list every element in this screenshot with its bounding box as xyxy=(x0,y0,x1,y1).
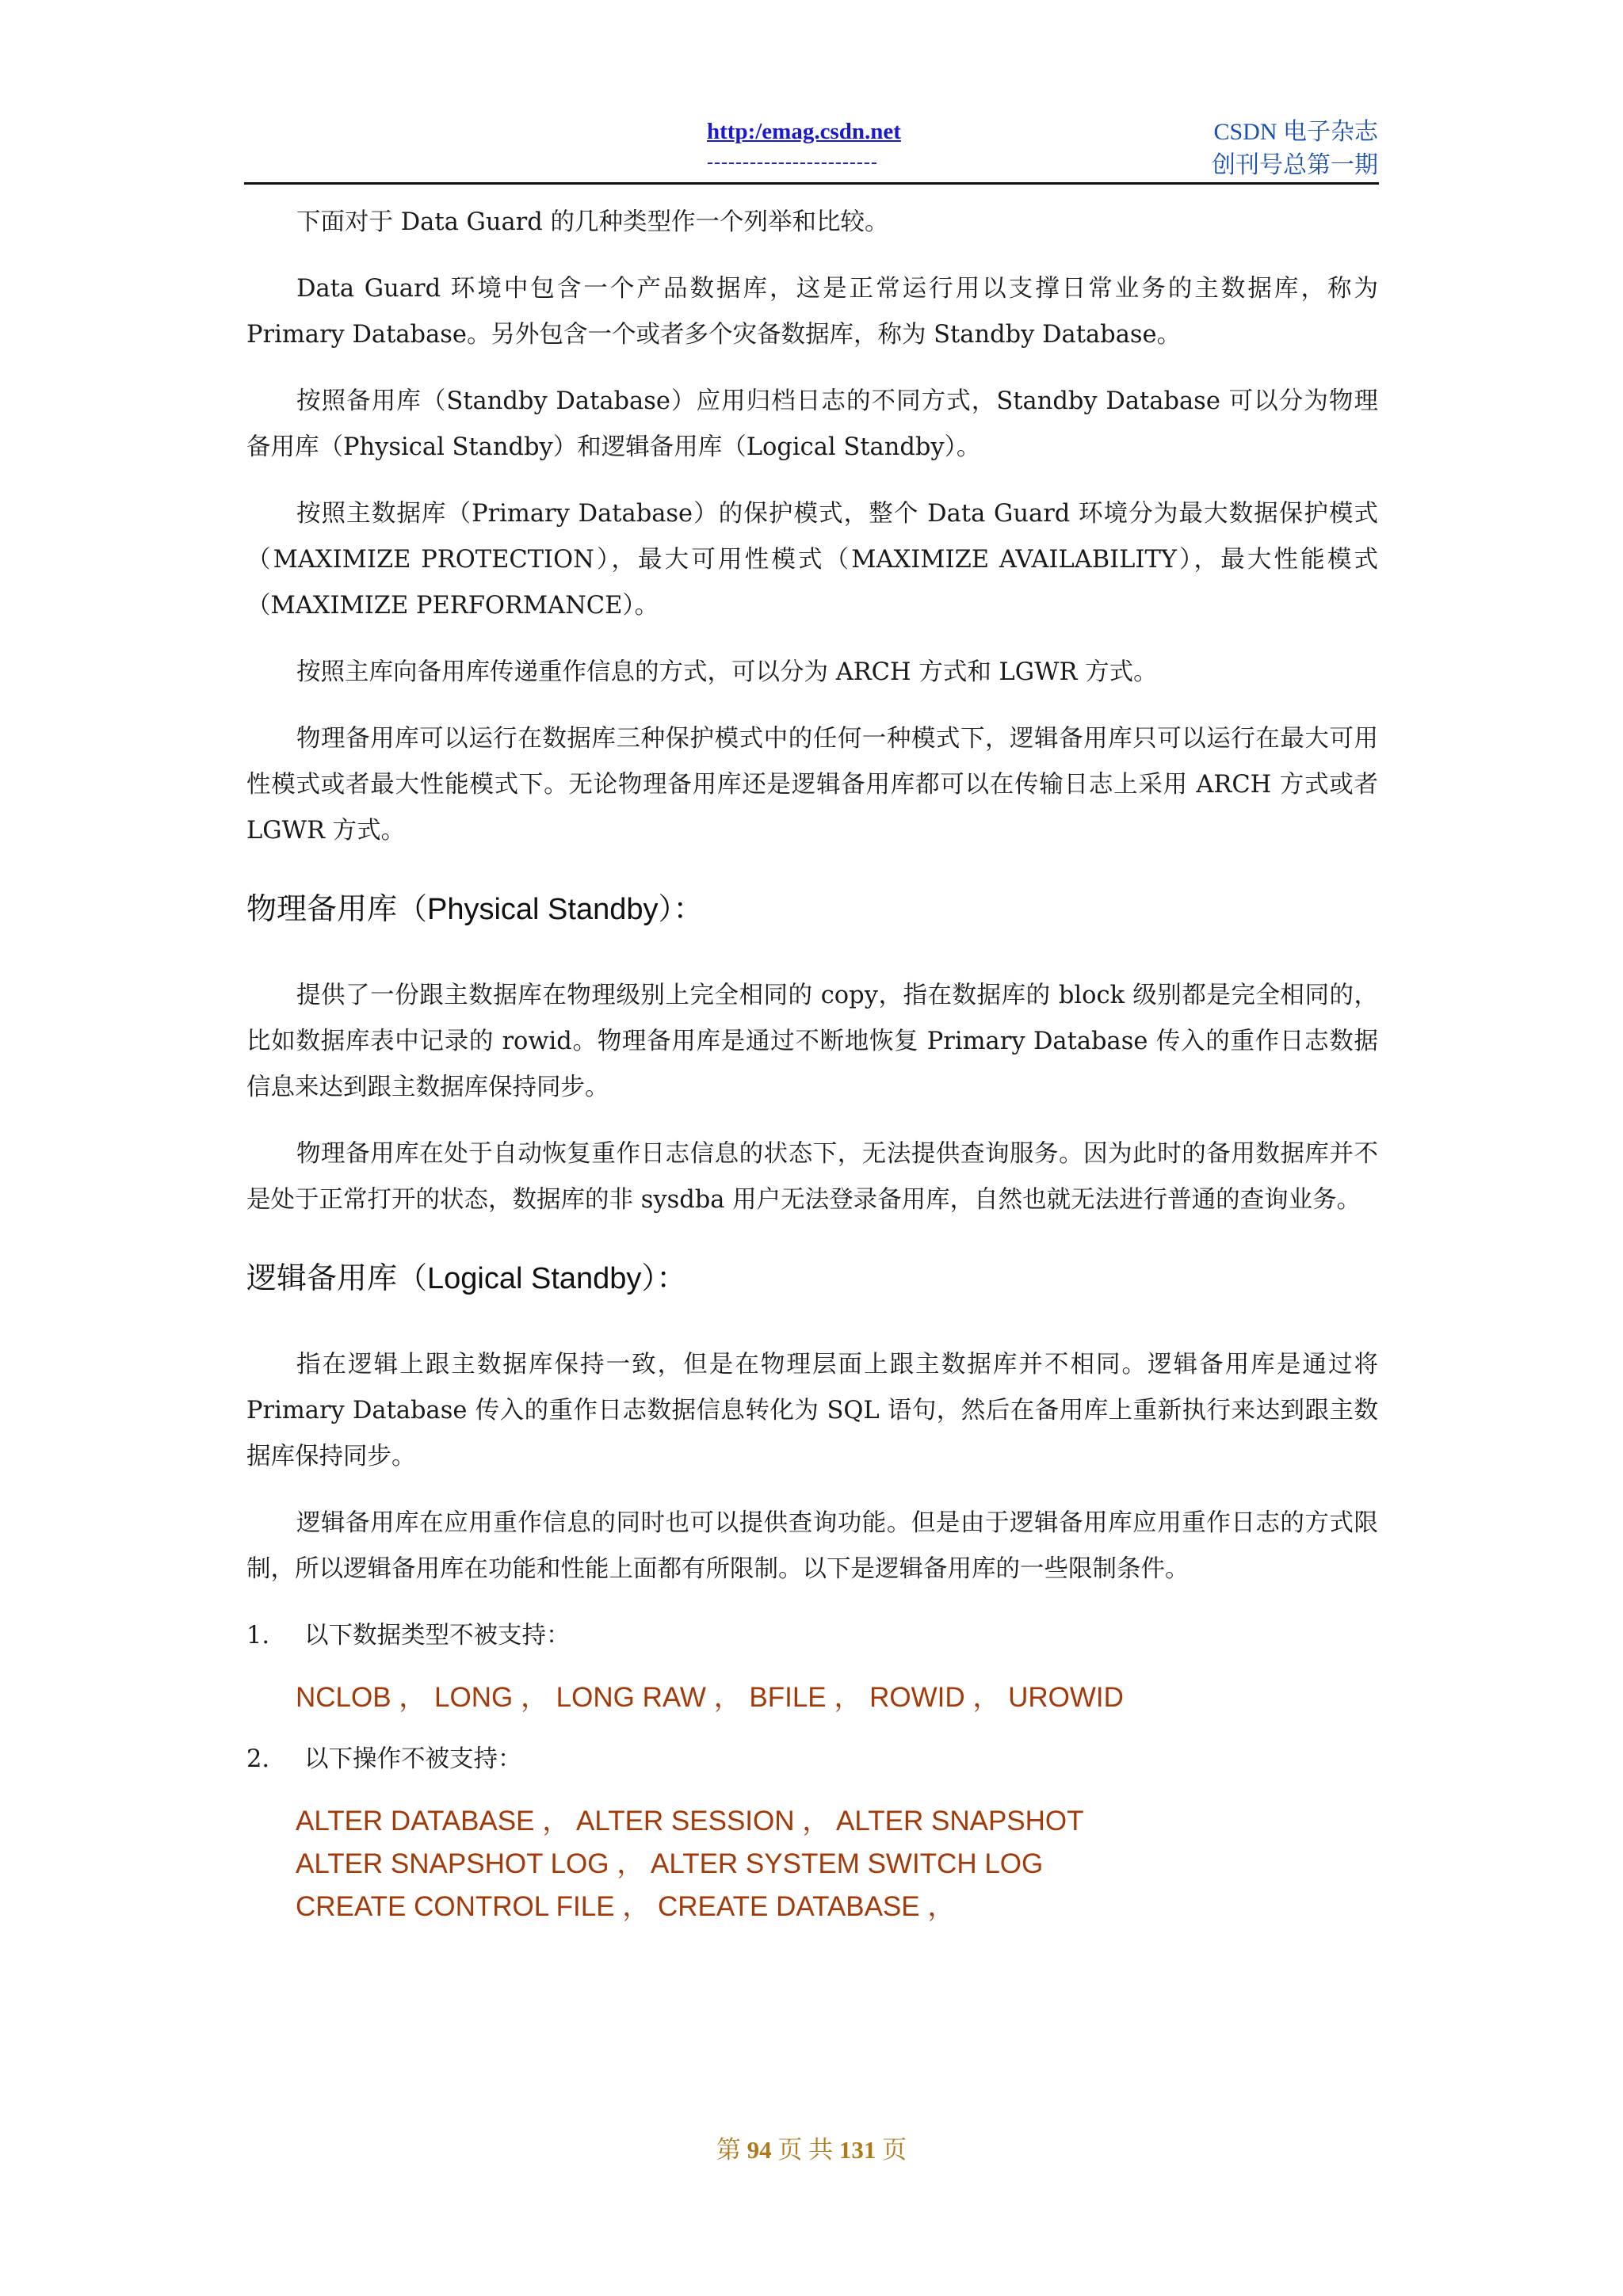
header-url-link[interactable]: http:/emag.csdn.net xyxy=(707,119,901,144)
code-line: ALTER SNAPSHOT LOG ， ALTER SYSTEM SWITCH LOG xyxy=(296,1848,1044,1879)
list-item xyxy=(246,1613,1378,1659)
section-heading-logical-standby: 逻辑备用库（Logical Standby）： xyxy=(246,1262,687,1295)
code-line: NCLOB ， LONG ， LONG RAW ， BFILE ， ROWID ， UROWID xyxy=(296,1682,1124,1713)
header-url-underline: ------------------------ xyxy=(707,152,878,173)
list-item-number: 1. xyxy=(246,1622,270,1650)
list-item-number: 2. xyxy=(246,1745,270,1773)
code-line: CREATE CONTROL FILE ， CREATE DATABASE ， xyxy=(296,1891,956,1922)
physical-standby-paragraph: 物理备用库在处于自动恢复重作日志信息的状态下，无法提供查询服务。因为此时的备用数据库并不是处于正常打开的状态，数据库的非 sysdba 用户无法登录备用库，自然也就无法进行普通的查询业务。 xyxy=(246,1140,1378,1214)
list-item xyxy=(246,1737,1378,1783)
header-magazine-title: CSDN 电子杂志 xyxy=(1213,119,1378,145)
list-item-text: 以下操作不被支持： xyxy=(304,1745,522,1773)
list-item-text: 以下数据类型不被支持： xyxy=(304,1622,571,1650)
header-divider xyxy=(244,182,1379,185)
header-magazine-info xyxy=(1212,116,1378,182)
code-block xyxy=(296,1676,1378,1719)
footer-prefix: 第 xyxy=(716,2136,741,2164)
footer-page-number: 94 xyxy=(747,2136,772,2164)
code-block xyxy=(296,1800,1378,1928)
footer-suffix: 页 xyxy=(882,2136,907,2164)
intro-paragraph: 按照主库向备用库传递重作信息的方式，可以分为 ARCH 方式和 LGWR 方式。 xyxy=(296,658,1158,686)
footer-total-pages: 131 xyxy=(838,2136,876,2164)
article-body xyxy=(246,200,1378,1946)
physical-standby-paragraph: 提供了一份跟主数据库在物理级别上完全相同的 copy，指在数据库的 block 级别都是完全相同的，比如数据库表中记录的 rowid。物理备用库是通过不断地恢复 Primary Database 传入的重作日志数据信息来达到跟主数据库保持同步。 xyxy=(246,982,1378,1101)
intro-paragraph: Data Guard 环境中包含一个产品数据库，这是正常运行用以支撑日常业务的主数据库，称为 Primary Database。另外包含一个或者多个灾备数据库，称为 Standby Database。 xyxy=(246,275,1378,349)
section-heading-physical-standby: 物理备用库（Physical Standby）： xyxy=(246,893,704,926)
logical-standby-paragraph: 逻辑备用库在应用重作信息的同时也可以提供查询功能。但是由于逻辑备用库应用重作日志的方式限制，所以逻辑备用库在功能和性能上面都有所限制。以下是逻辑备用库的一些限制条件。 xyxy=(246,1509,1378,1583)
intro-paragraph: 下面对于 Data Guard 的几种类型作一个列举和比较。 xyxy=(296,208,889,236)
footer-middle: 页 共 xyxy=(777,2136,834,2164)
intro-paragraph: 物理备用库可以运行在数据库三种保护模式中的任何一种模式下，逻辑备用库只可以运行在最大可用性模式或者最大性能模式下。无论物理备用库还是逻辑备用库都可以在传输日志上采用 ARCH 方式或者 LGWR 方式。 xyxy=(246,725,1378,845)
header-issue: 创刊号总第一期 xyxy=(1212,152,1378,178)
intro-paragraph: 按照主数据库（Primary Database）的保护模式，整个 Data Guard 环境分为最大数据保护模式（MAXIMIZE PROTECTION），最大可用性模式（MAXIMIZE AVAILABILITY），最大性能模式（MAXIMIZE PERFORMANCE）。 xyxy=(246,500,1378,620)
logical-standby-paragraph: 指在逻辑上跟主数据库保持一致，但是在物理层面上跟主数据库并不相同。逻辑备用库是通过将 Primary Database 传入的重作日志数据信息转化为 SQL 语句，然后在备用库上重新执行来达到跟主数据库保持同步。 xyxy=(246,1351,1378,1470)
code-line: ALTER DATABASE ， ALTER SESSION ， ALTER SNAPSHOT xyxy=(296,1806,1084,1836)
intro-paragraph: 按照备用库（Standby Database）应用归档日志的不同方式，Standby Database 可以分为物理备用库（Physical Standby）和逻辑备用库（Logical Standby）。 xyxy=(246,387,1378,461)
page-footer xyxy=(0,2130,1623,2165)
